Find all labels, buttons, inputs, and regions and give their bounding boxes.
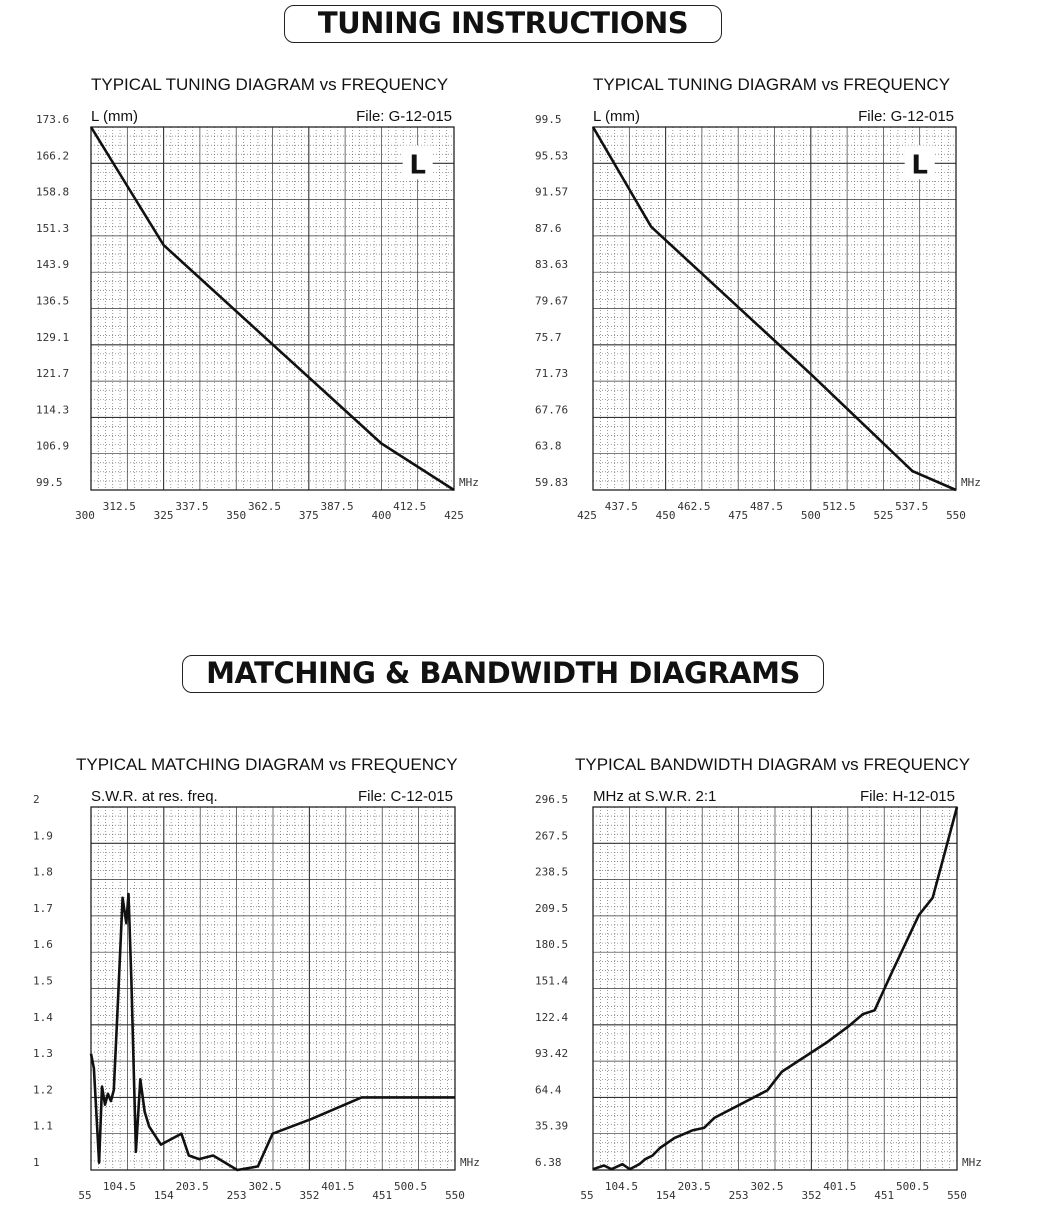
corner-badge: L [409,150,426,181]
x-tick-label-minor: 104.5 [604,1180,638,1193]
y-tick-label: 6.38 [535,1156,562,1169]
y-tick-label: 83.63 [535,258,569,272]
x-tick-label-major: 550 [946,509,966,522]
y-tick-label: 173.6 [36,113,70,126]
x-tick-label-major: 375 [298,509,319,522]
x-tick-label-major: 450 [655,509,676,522]
y-tick-label: 1.8 [33,865,53,879]
chart-title: TYPICAL TUNING DIAGRAM vs FREQUENCY [91,75,449,94]
x-tick-label-major: 154 [153,1189,174,1202]
y-tick-label: 136.5 [36,294,70,308]
x-tick-label-minor: 362.5 [247,500,282,513]
tuning-instructions-title: TUNING INSTRUCTIONS [284,5,722,43]
x-tick-label-major: 425 [444,509,464,522]
x-tick-label-major: 253 [728,1189,749,1202]
chart-title: TYPICAL TUNING DIAGRAM vs FREQUENCY [593,75,951,94]
x-unit-label: MHz [459,476,479,489]
x-unit-label: MHz [460,1156,480,1169]
x-tick-label-major: 425 [577,509,597,522]
chart-title: TYPICAL BANDWIDTH DIAGRAM vs FREQUENCY [575,755,971,774]
y-tick-label: 75.7 [535,330,562,344]
x-tick-label-major: 350 [226,509,247,522]
x-tick-label-major: 550 [445,1189,465,1202]
chart-2 [535,75,981,522]
x-tick-label-major: 400 [371,509,392,522]
x-tick-label-minor: 203.5 [175,1180,209,1193]
x-tick-label-minor: 412.5 [393,500,427,513]
x-tick-label-major: 325 [153,509,174,522]
chart-title: TYPICAL MATCHING DIAGRAM vs FREQUENCY [76,755,458,774]
y-tick-label: 59.83 [535,476,569,489]
y-axis-label: L (mm) [593,108,640,125]
y-axis-label: L (mm) [91,108,138,125]
y-tick-label: 95.53 [535,149,569,163]
x-tick-label-major: 451 [372,1189,393,1202]
x-tick-label-minor: 462.5 [677,500,711,513]
y-tick-label: 158.8 [36,185,70,199]
x-tick-label-minor: 337.5 [175,500,209,513]
y-tick-label: 1.3 [33,1047,53,1061]
x-tick-label-minor: 401.5 [321,1180,355,1193]
y-tick-label: 1.9 [33,829,53,843]
x-tick-label-major: 500 [800,509,821,522]
y-tick-label: 106.9 [36,439,70,453]
y-tick-label: 99.5 [535,113,562,126]
y-tick-label: 296.5 [535,793,569,806]
y-tick-label: 114.3 [36,403,70,417]
x-tick-label-major: 55 [580,1189,594,1202]
x-tick-label-major: 352 [299,1189,320,1202]
y-tick-label: 166.2 [36,149,70,163]
y-tick-label: 99.5 [36,476,63,489]
chart-4 [535,755,982,1202]
x-tick-label-major: 154 [655,1189,676,1202]
x-tick-label-major: 550 [947,1189,967,1202]
y-tick-label: 238.5 [535,865,569,879]
x-tick-label-major: 451 [874,1189,895,1202]
x-tick-label-minor: 500.5 [394,1180,428,1193]
y-tick-label: 151.4 [535,974,569,988]
x-unit-label: MHz [962,1156,982,1169]
x-tick-label-minor: 512.5 [822,500,856,513]
x-tick-label-minor: 203.5 [677,1180,711,1193]
y-tick-label: 267.5 [535,829,569,843]
x-tick-label-major: 475 [728,509,749,522]
y-tick-label: 1.7 [33,901,53,915]
file-label: File: G-12-015 [356,108,452,125]
file-label: File: G-12-015 [858,108,954,125]
y-tick-label: 64.4 [535,1083,562,1097]
x-tick-label-minor: 104.5 [102,1180,136,1193]
x-tick-label-major: 300 [75,509,95,522]
y-tick-label: 71.73 [535,367,569,381]
y-tick-label: 180.5 [535,938,569,952]
corner-badge: L [911,150,928,181]
y-tick-label: 1.4 [33,1010,53,1024]
x-unit-label: MHz [961,476,981,489]
y-tick-label: 151.3 [36,221,70,235]
x-tick-label-major: 525 [873,509,894,522]
y-tick-label: 93.42 [535,1047,569,1061]
y-tick-label: 1.5 [33,974,53,988]
file-label: File: H-12-015 [859,788,955,805]
x-tick-label-minor: 387.5 [320,500,354,513]
y-tick-label: 87.6 [535,221,562,235]
x-tick-label-major: 352 [801,1189,822,1202]
x-tick-label-minor: 401.5 [823,1180,857,1193]
y-tick-label: 121.7 [36,367,70,381]
matching-bandwidth-title: MATCHING & BANDWIDTH DIAGRAMS [182,655,824,693]
x-tick-label-major: 253 [226,1189,247,1202]
y-tick-label: 35.39 [535,1119,569,1133]
x-tick-label-minor: 537.5 [895,500,929,513]
y-tick-label: 209.5 [535,901,569,915]
y-axis-label: S.W.R. at res. freq. [91,788,218,805]
x-tick-label-minor: 487.5 [749,500,784,513]
x-tick-label-minor: 437.5 [604,500,638,513]
y-tick-label: 1.2 [33,1083,53,1097]
y-tick-label: 79.67 [535,294,569,308]
y-tick-label: 1 [33,1156,40,1169]
chart-1 [36,75,479,522]
x-tick-label-minor: 302.5 [248,1180,282,1193]
y-tick-label: 63.8 [535,439,562,453]
y-tick-label: 122.4 [535,1010,569,1024]
file-label: File: C-12-015 [357,788,453,805]
y-tick-label: 67.76 [535,403,569,417]
y-axis-label: MHz at S.W.R. 2:1 [593,788,717,805]
x-tick-label-major: 55 [78,1189,92,1202]
y-tick-label: 1.6 [33,938,53,952]
y-tick-label: 1.1 [33,1119,53,1133]
y-tick-label: 129.1 [36,330,70,344]
y-tick-label: 2 [33,793,40,806]
y-tick-label: 91.57 [535,185,569,199]
y-tick-label: 143.9 [36,258,70,272]
x-tick-label-minor: 500.5 [896,1180,930,1193]
x-tick-label-minor: 302.5 [750,1180,784,1193]
chart-3 [33,755,480,1202]
x-tick-label-minor: 312.5 [102,500,136,513]
